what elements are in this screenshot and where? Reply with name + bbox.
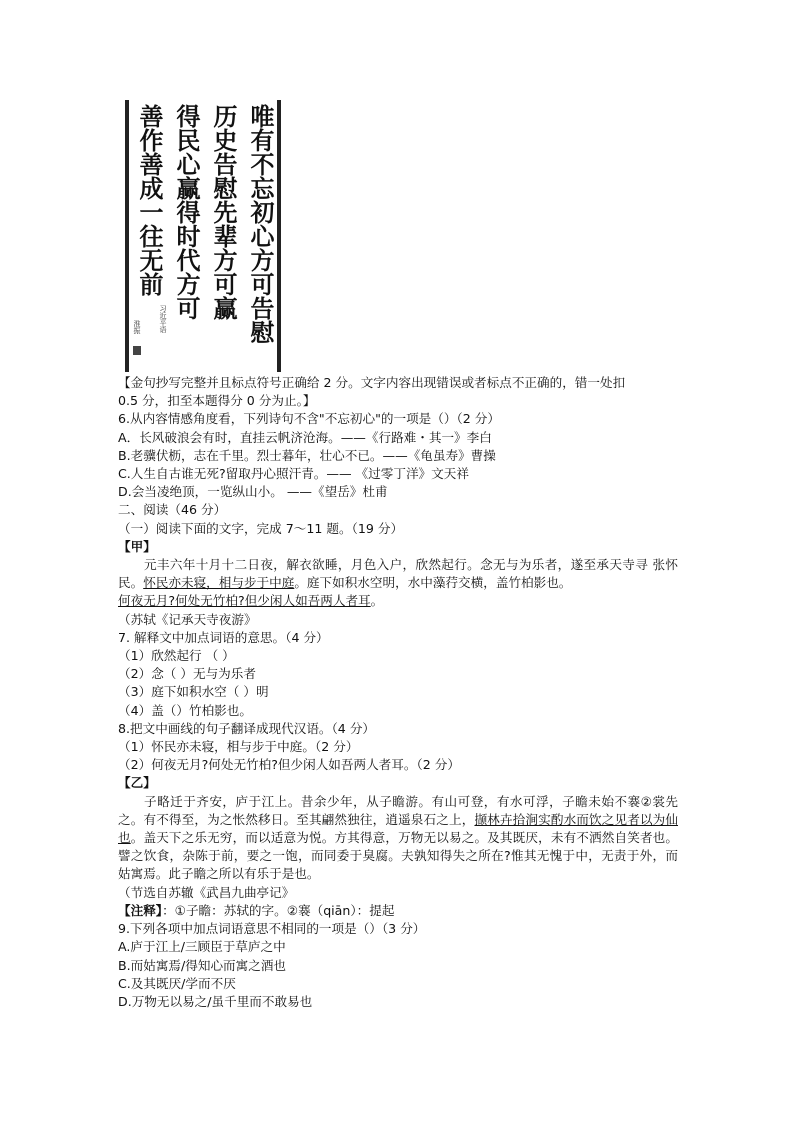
question-9-option-a: A.庐于江上/三顾臣于草庐之中 xyxy=(118,939,286,955)
question-9: 9.下列各项中加点词语意思不相同的一项是（）（3 分） xyxy=(118,921,426,937)
passage-jia-underlined-2: 何夜无月?何处无竹柏?但少闲人如吾两人者耳 xyxy=(118,593,371,609)
score-note-line-1: 【金句抄写完整并且标点符号正确给 2 分。文字内容出现错误或者标点不正确的，错一处扣 xyxy=(118,375,626,390)
question-6-option-a: A．长风破浪会有时，直挂云帆济沧海。——《行路难・其一》李白 xyxy=(118,429,492,445)
question-7: 7. 解释文中加点词语的意思。（4 分） xyxy=(118,629,329,645)
passage-jia-paragraph xyxy=(118,556,678,592)
section-heading: 二、阅读（46 分） xyxy=(118,502,227,518)
question-9-option-d: D.万物无以易之/虽千里而不敢易也 xyxy=(118,993,313,1009)
question-8: 8.把文中画线的句子翻译成现代汉语。（4 分） xyxy=(118,720,376,736)
calligraphy-column-3: 得民心赢得时代方可 xyxy=(172,104,201,320)
calligraphy-signature: 习近平语 xyxy=(159,305,167,333)
question-7-item-3: （3）庭下如积水空（ ）明 xyxy=(118,684,269,700)
question-8-item-1: （1）怀民亦未寝，相与步于中庭。（2 分） xyxy=(118,739,359,755)
question-6: 6.从内容情感角度看，下列诗句不含"不忘初心"的一项是（）（2 分） xyxy=(118,411,500,427)
question-6-option-d: D.会当凌绝顶，一览纵山小。 ——《望岳》杜甫 xyxy=(118,484,388,500)
calligraphy-column-2: 历史告慰先辈方可赢 xyxy=(209,104,238,320)
passage-jia-text: 元丰六年十月十二日夜，解衣欲睡，月色入户，欣然起行。念无与为乐者，遂至承天寺寻 张怀民。 xyxy=(118,557,678,591)
passage-jia-underlined-1: 怀民亦未寝，相与步于中庭 xyxy=(143,575,295,591)
passage-yi-label: 【乙】 xyxy=(118,775,156,791)
question-8-item-2: （2）何夜无月?何处无竹柏?但少闲人如吾两人者耳。（2 分） xyxy=(118,757,460,773)
seal-stamp-icon xyxy=(133,346,141,355)
subsection-heading: （一）阅读下面的文字，完成 7～11 题。（19 分） xyxy=(118,520,404,536)
passage-yi-text: 子略迁于齐安，庐于江上。昔余少年，从子瞻游。有山可登，有水可浮，子瞻未始不褰②裳先之。有不得至，为之怅然移日。至其翩然独往，逍遥泉石之上， xyxy=(118,793,678,827)
score-note-line-2: 0.5 分，扣至本题得分 0 分为止。】 xyxy=(118,393,316,409)
question-7-item-2: （2）念（ ）无与为乐者 xyxy=(118,666,256,682)
question-9-option-b: B.而姑寓焉/得知心而寓之酒也 xyxy=(118,957,287,973)
annotation-text: ：①子瞻：苏轼的字。②褰（qiān）：提起 xyxy=(162,902,395,918)
annotation-label: 【注释】 xyxy=(118,902,163,918)
question-7-item-1: （1）欣然起行 （ ） xyxy=(118,648,235,664)
passage-jia-end: 。 xyxy=(370,593,384,609)
passage-yi-source: （节选自苏辙《武昌九曲亭记》 xyxy=(118,884,295,900)
question-6-option-b: B.老骥伏枥，志在千里。烈士暮年，壮心不已。——《龟虽寿》曹操 xyxy=(118,447,496,463)
passage-yi-text-2: 。盖天下之乐无穷，而以适意为悦。方其得意，万物无以易之。及其既厌，未有不洒然自笑者也。譬之饮食，杂陈于前，要之一饱，而同委于臭腐。夫孰知得失之所在?惟其无愧于中，无责于外，而姑寓焉。此子瞻之所以有乐于是也。 xyxy=(118,830,679,882)
passage-jia-source: （苏轼《记承天寺夜游》 xyxy=(118,611,257,627)
calligraphy-column-1: 唯有不忘初心方可告慰 xyxy=(246,104,275,344)
calligraphy-column-4: 善作善成一往无前 xyxy=(135,104,164,296)
question-7-item-4: （4）盖（）竹柏影也。 xyxy=(118,702,252,718)
question-9-option-c: C.及其既厌/学而不厌 xyxy=(118,975,236,991)
passage-jia-line-2 xyxy=(118,592,678,610)
exam-content xyxy=(118,374,678,1011)
passage-yi-paragraph xyxy=(118,793,678,884)
question-6-option-c: C.人生自古谁无死?留取丹心照汗青。—— 《过零丁洋》文天祥 xyxy=(118,466,469,482)
calligraphy-author-mark: 淮振 xyxy=(133,320,141,334)
annotation-line xyxy=(118,902,678,920)
passage-jia-label: 【甲】 xyxy=(118,538,156,554)
passage-jia-text-2: 。庭下如积水空明，水中藻荇交横，盖竹柏影也。 xyxy=(294,575,572,591)
passage-yi-underlined: 撷林卉拾涧实酌水而饮之见者以为仙也 xyxy=(118,811,679,846)
calligraphy-scroll-image xyxy=(125,100,281,372)
